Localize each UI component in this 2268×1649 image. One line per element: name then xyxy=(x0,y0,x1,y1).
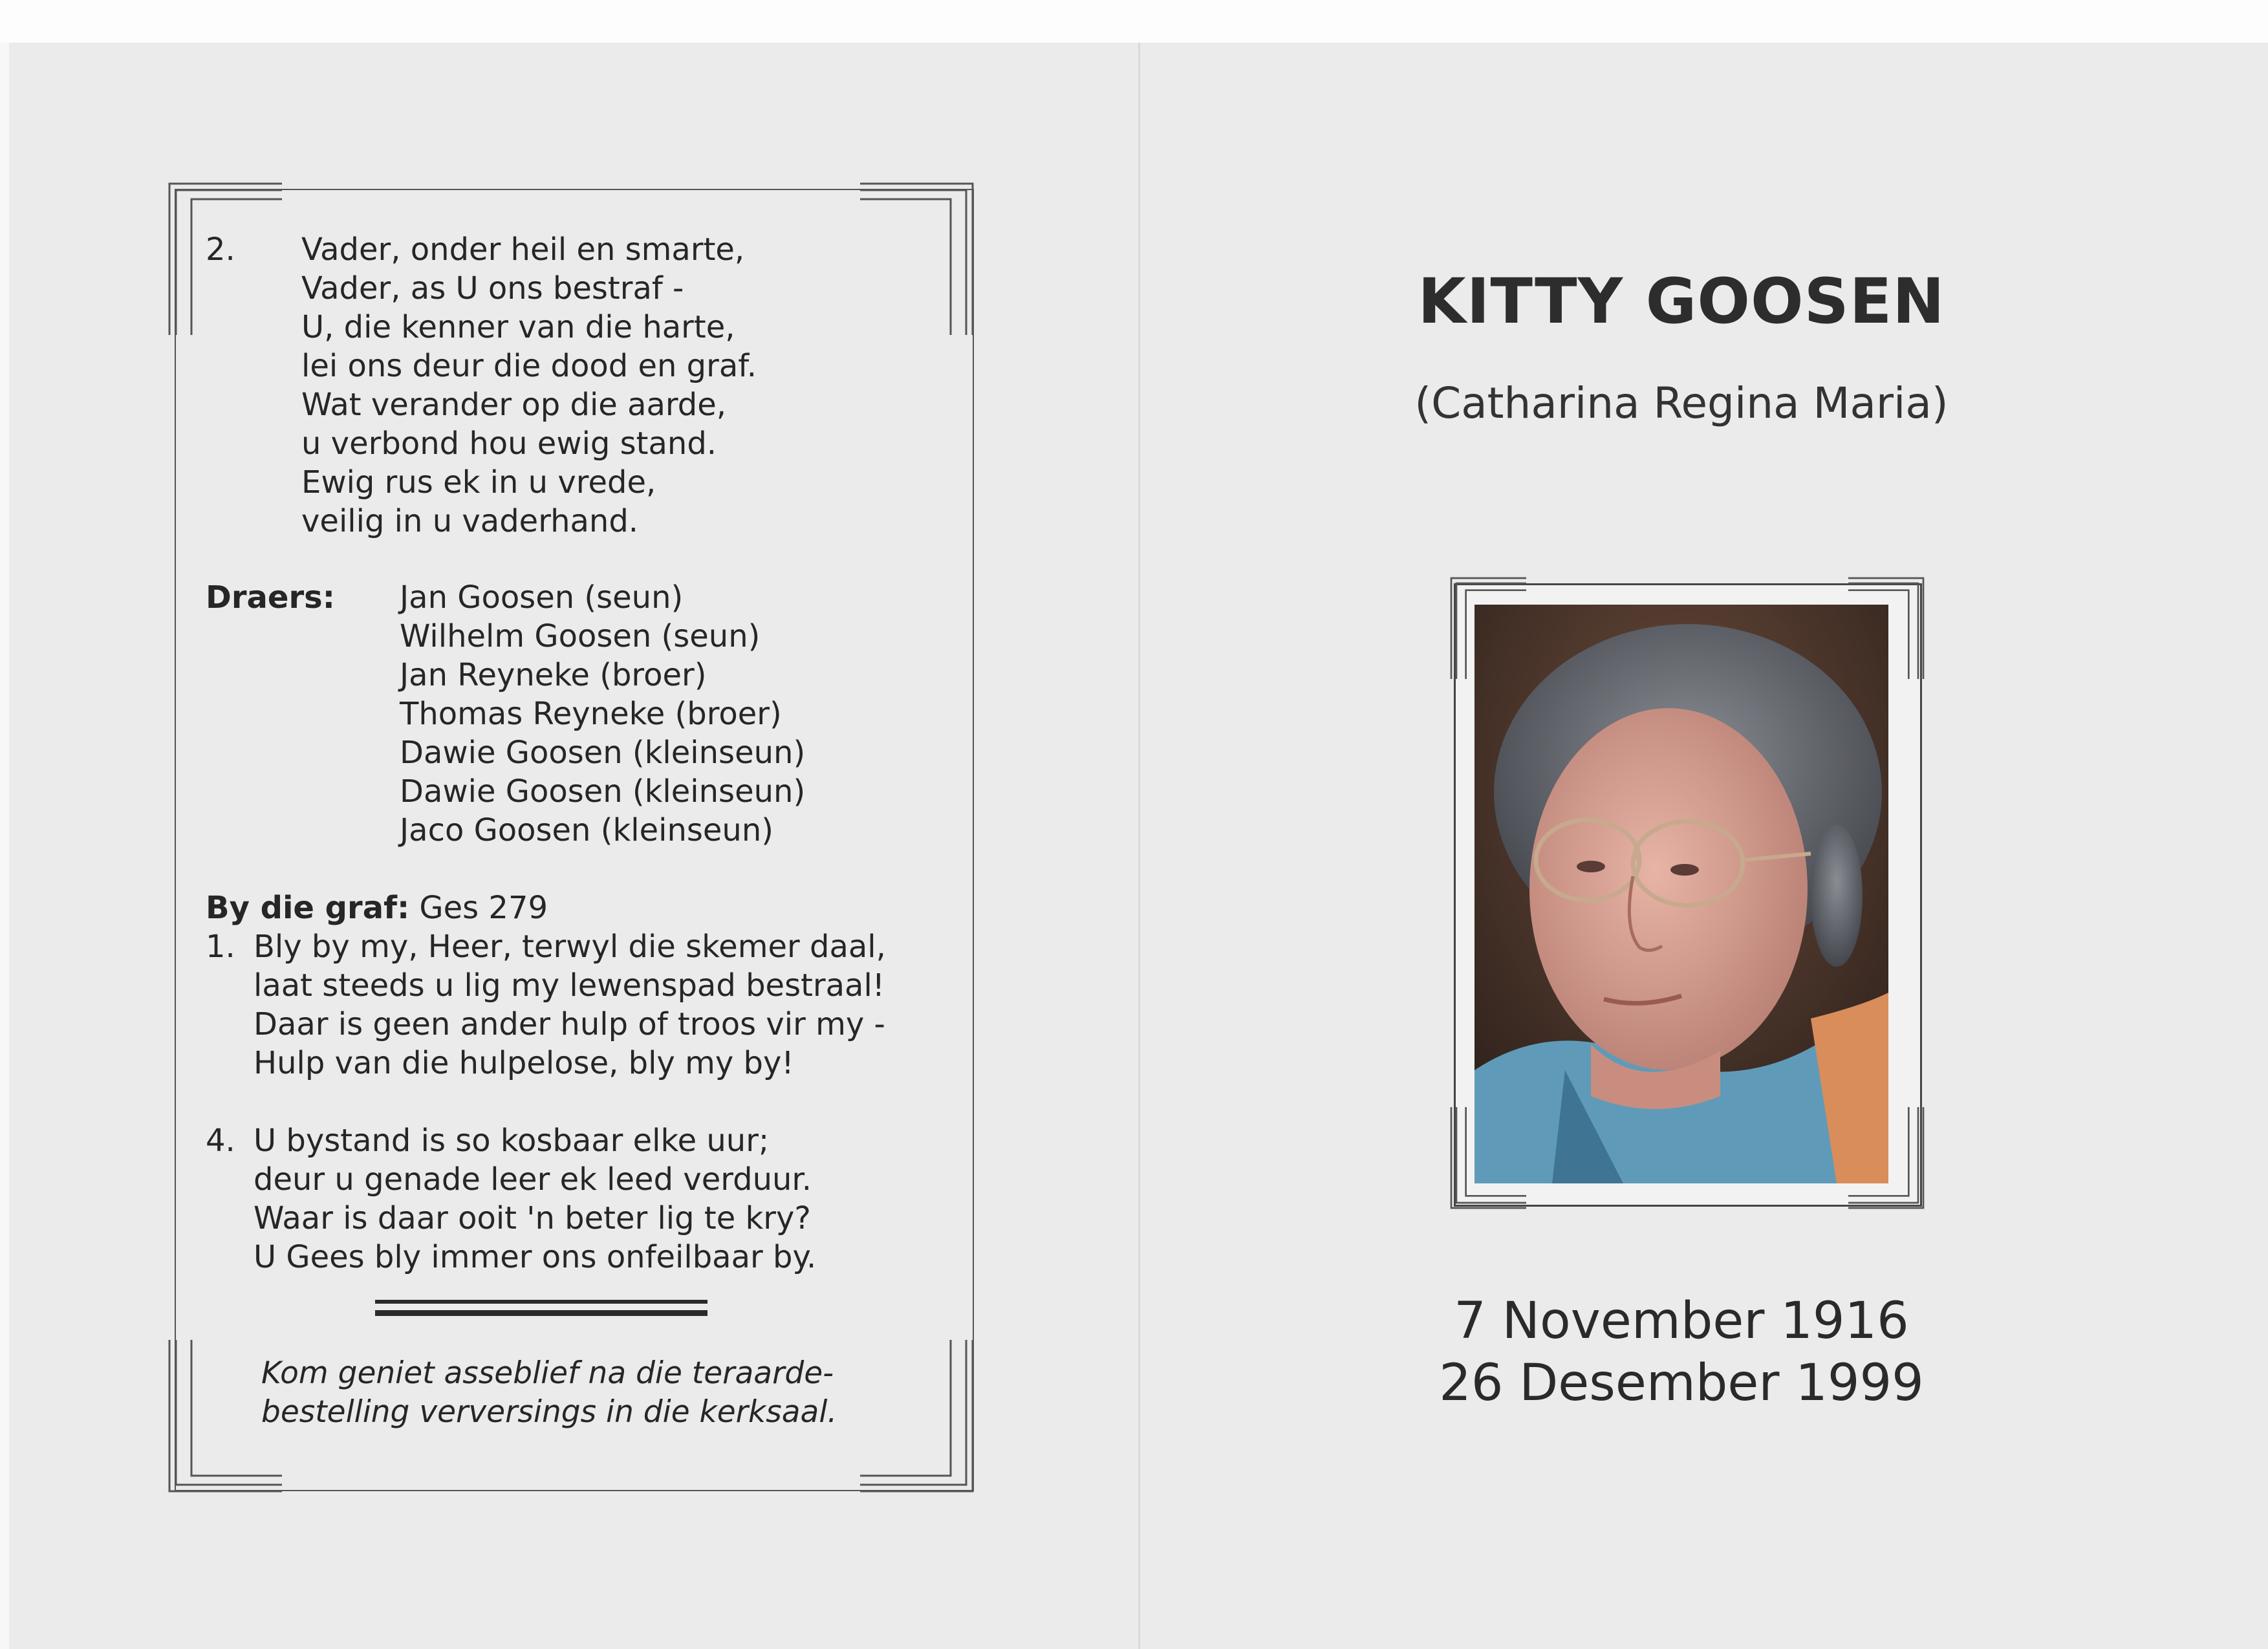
pallbearer-item: Dawie Goosen (kleinseun) xyxy=(400,773,806,810)
pallbearers-label: Draers: xyxy=(206,579,335,616)
pallbearer-item: Jan Goosen (seun) xyxy=(400,579,684,616)
hymn-line: Daar is geen ander hulp of troos vir my - xyxy=(254,1006,885,1042)
portrait-photo xyxy=(1474,605,1888,1183)
verse-line: Wat verander op die aarde, xyxy=(301,387,727,423)
fold-line xyxy=(1138,43,1140,1649)
hymn-verse-1-number: 1. xyxy=(206,929,235,965)
verse-2-number: 2. xyxy=(206,232,235,268)
verse-line: u verbond hou ewig stand. xyxy=(301,426,717,462)
graveside-heading xyxy=(206,889,548,927)
verse-line: lei ons deur die dood en graf. xyxy=(301,348,757,384)
hymn-line: Hulp van die hulpelose, bly my by! xyxy=(254,1045,794,1081)
double-rule-divider xyxy=(375,1300,707,1319)
verse-line: veilig in u vaderhand. xyxy=(301,503,639,539)
hymn-line: U bystand is so kosbaar elke uur; xyxy=(254,1123,770,1159)
life-dates xyxy=(1390,1290,1972,1414)
scan-left-margin xyxy=(0,43,9,1649)
pallbearer-item: Jaco Goosen (kleinseun) xyxy=(400,812,773,848)
verse-line: U, die kenner van die harte, xyxy=(301,309,735,345)
deceased-full-name: (Catharina Regina Maria) xyxy=(1414,378,1949,428)
pallbearer-item: Wilhelm Goosen (seun) xyxy=(400,618,761,654)
death-date: 26 Desember 1999 xyxy=(1439,1354,1924,1412)
hymn-line: deur u genade leer ek leed verduur. xyxy=(254,1161,812,1198)
hymn-line: U Gees bly immer ons onfeilbaar by. xyxy=(254,1239,817,1275)
verse-line: Vader, onder heil en smarte, xyxy=(301,232,745,268)
hymn-verse-4-number: 4. xyxy=(206,1123,235,1159)
note-line: Kom geniet asseblief na die teraarde- xyxy=(261,1355,834,1391)
scan-top-margin xyxy=(0,0,2268,43)
pallbearer-item: Dawie Goosen (kleinseun) xyxy=(400,735,806,771)
pallbearers-list xyxy=(400,578,805,850)
verse-2-text xyxy=(301,230,757,541)
pallbearer-item: Jan Reyneke (broer) xyxy=(400,657,707,693)
verse-line: Ewig rus ek in u vrede, xyxy=(301,464,656,501)
hymn-verse-1-text xyxy=(254,927,886,1083)
pallbearer-item: Thomas Reyneke (broer) xyxy=(400,696,782,732)
deceased-name: KITTY GOOSEN xyxy=(1418,265,1945,338)
hymn-line: Bly by my, Heer, terwyl die skemer daal, xyxy=(254,929,886,965)
graveside-hymn-ref: Ges 279 xyxy=(409,890,548,926)
refreshments-note xyxy=(261,1354,837,1432)
corner-ornament-top-right xyxy=(860,180,977,335)
hymn-verse-4-text xyxy=(254,1121,816,1277)
birth-date: 7 November 1916 xyxy=(1454,1292,1909,1350)
note-line: bestelling verversings in die kerksaal. xyxy=(261,1394,837,1430)
hymn-line: Waar is daar ooit 'n beter lig te kry? xyxy=(254,1200,811,1236)
corner-ornament-bottom-right xyxy=(860,1340,977,1495)
graveside-label: By die graf: xyxy=(206,890,410,926)
hymn-line: laat steeds u lig my lewenspad bestraal! xyxy=(254,967,885,1004)
verse-line: Vader, as U ons bestraf - xyxy=(301,270,684,307)
